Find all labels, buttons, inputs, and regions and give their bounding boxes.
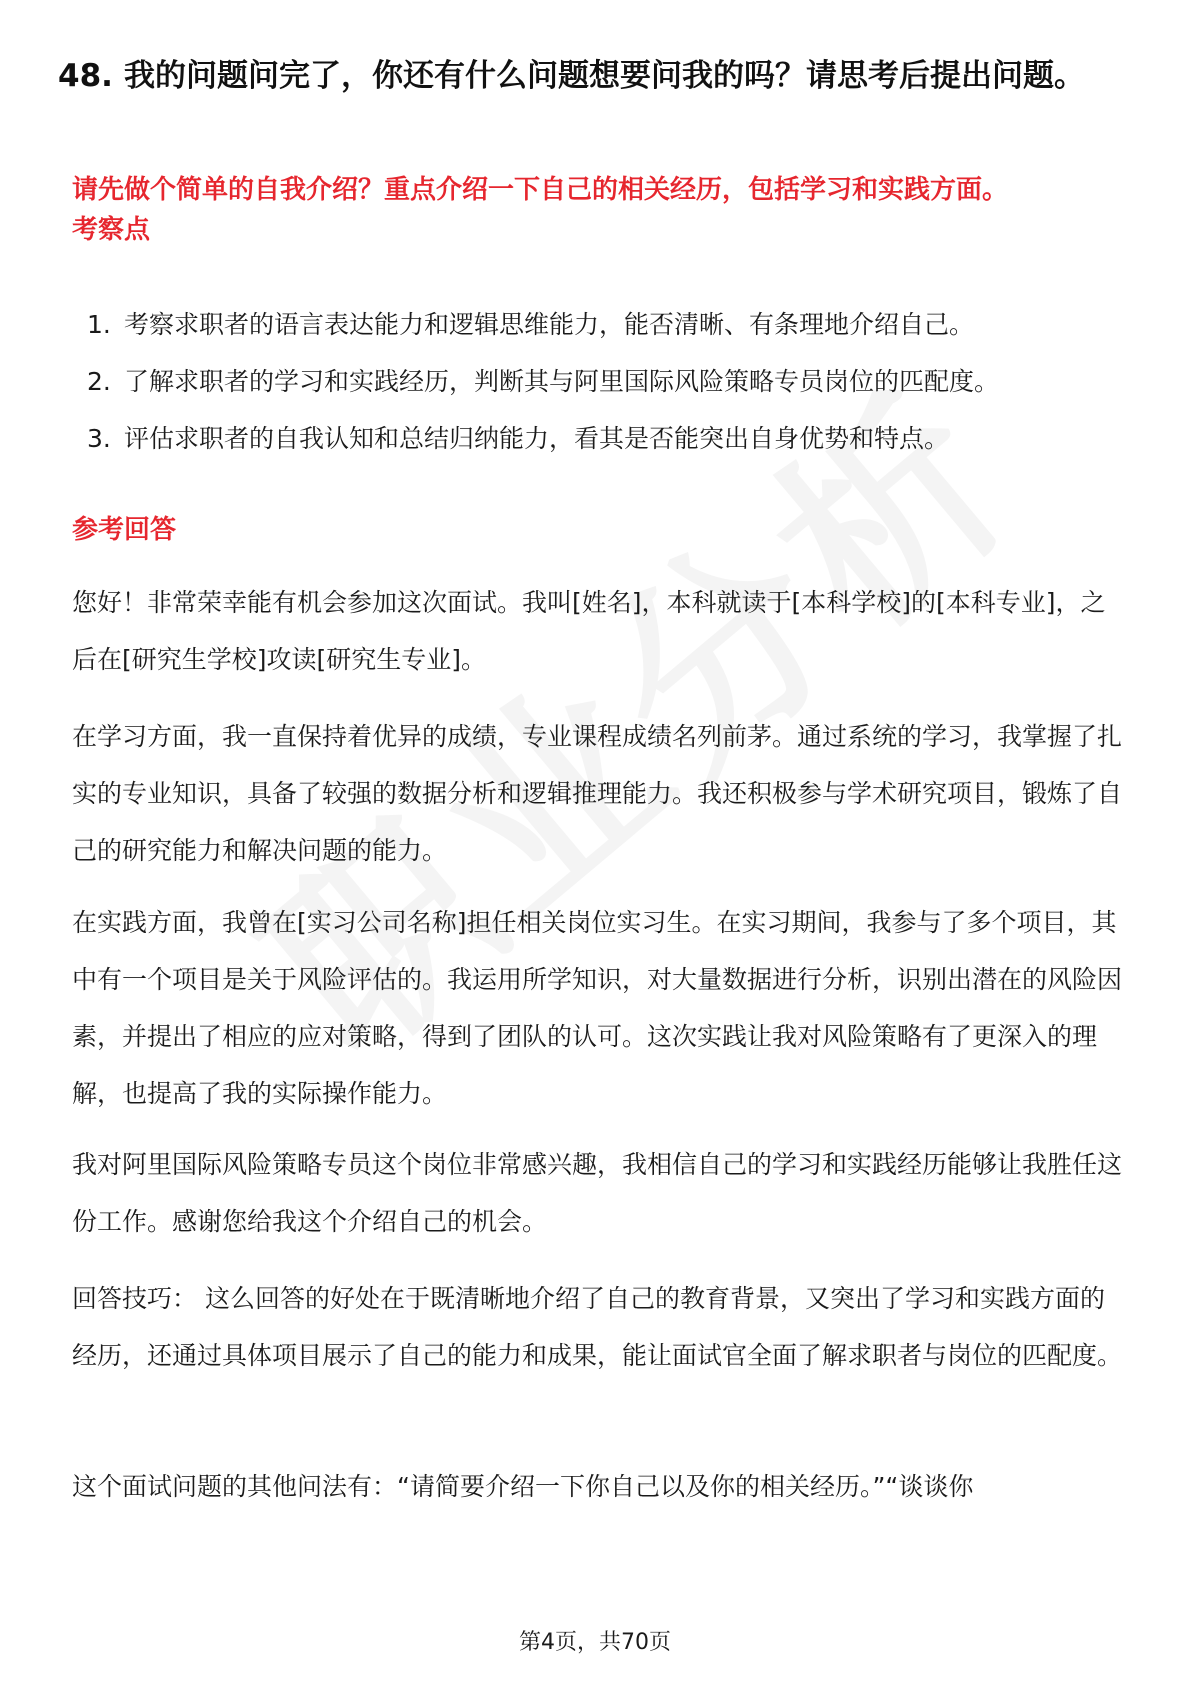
answer-paragraph: 您好！非常荣幸能有机会参加这次面试。我叫[姓名]，本科就读于[本科学校]的[本科专业]，之后在[研究生学校]攻读[研究生专业]。 <box>72 588 1106 674</box>
list-item <box>72 353 1132 410</box>
reference-label: 参考回答 <box>72 515 177 545</box>
answer-paragraph: 在实践方面，我曾在[实习公司名称]担任相关岗位实习生。在实习期间，我参与了多个项目，其中有一个项目是关于风险评估的。我运用所学知识，对大量数据进行分析，识别出潜在的风险因素，并提出了相应的应对策略，得到了团队的认可。这次实践让我对风险策略有了更深入的理解，也提高了我的实际操作能力。 <box>72 908 1123 1108</box>
question-number: 48. <box>58 58 113 94</box>
list-item-number: 3. <box>87 424 111 453</box>
list-item-text: 评估求职者的自我认知和总结归纳能力，看其是否能突出自身优势和特点。 <box>124 424 950 453</box>
page-number: 第4页，共70页 <box>519 1630 671 1655</box>
list-item <box>72 410 1132 467</box>
list-item-text: 考察求职者的语言表达能力和逻辑思维能力，能否清晰、有条理地介绍自己。 <box>124 310 975 339</box>
question-heading <box>58 56 1118 97</box>
list-item <box>72 296 1132 353</box>
answer-paragraph: 我对阿里国际风险策略专员这个岗位非常感兴趣，我相信自己的学习和实践经历能够让我胜任这份工作。感谢您给我这个介绍自己的机会。 <box>72 1150 1123 1236</box>
answer-paragraph: 在学习方面，我一直保持着优异的成绩，专业课程成绩名列前茅。通过系统的学习，我掌握了扎实的专业知识，具备了较强的数据分析和逻辑推理能力。我还积极参与学术研究项目，锻炼了自己的研究能力和解决问题的能力。 <box>72 722 1123 865</box>
question-text: 我的问题问完了，你还有什么问题想要问我的吗？请思考后提出问题。 <box>124 58 1085 94</box>
list-item-text: 了解求职者的学习和实践经历，判断其与阿里国际风险策略专员岗位的匹配度。 <box>124 367 1000 396</box>
tips-paragraph: 回答技巧： 这么回答的好处在于既清晰地介绍了自己的教育背景，又突出了学习和实践方面的经历，还通过具体项目展示了自己的能力和成果，能让面试官全面了解求职者与岗位的匹配度。 <box>72 1284 1123 1370</box>
list-item-number: 1. <box>87 310 111 339</box>
intro-question: 请先做个简单的自我介绍？重点介绍一下自己的相关经历，包括学习和实践方面。 <box>72 175 1009 205</box>
alternative-phrasing-paragraph: 这个面试问题的其他问法有：“请简要介绍一下你自己以及你的相关经历。”“谈谈你 <box>72 1472 974 1501</box>
assessment-list <box>72 296 1132 467</box>
list-item-number: 2. <box>87 367 111 396</box>
assessment-label: 考察点 <box>72 215 151 245</box>
